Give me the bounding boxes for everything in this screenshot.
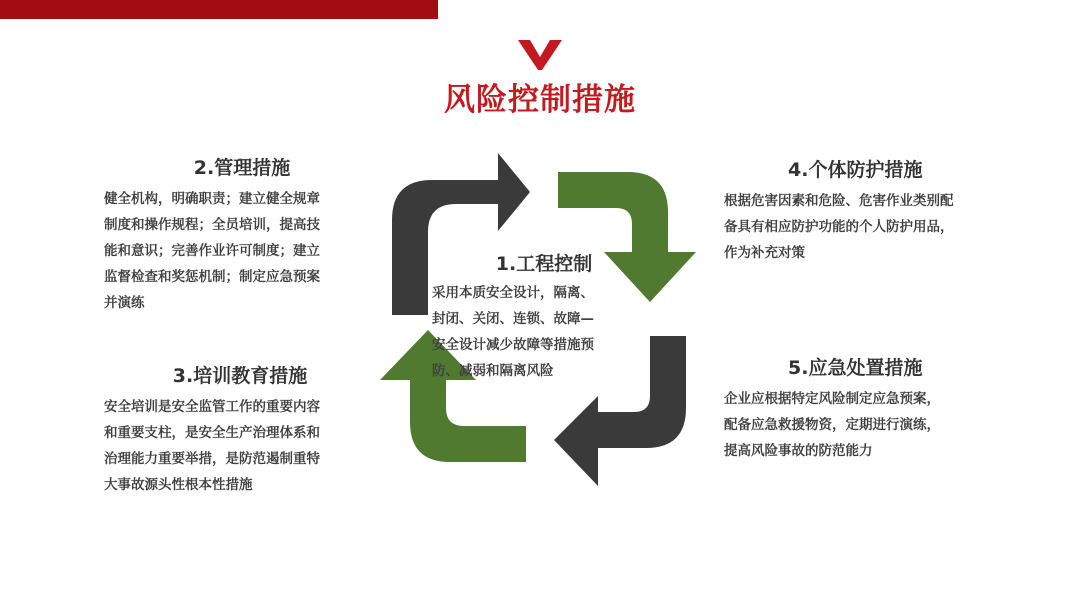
block-body (432, 280, 656, 384)
block-title: 3.培训教育措施 (172, 365, 308, 387)
block-body (724, 188, 1014, 266)
block-title: 1.工程控制 (495, 253, 593, 275)
top-accent-bar (0, 0, 438, 19)
block-body (724, 386, 1014, 464)
block-training-education (104, 364, 376, 498)
block-title: 4.个体防护措施 (788, 159, 923, 181)
body-line: 治理能力重要举措，是防范遏制重特 (104, 451, 320, 467)
body-line: 根据危害因素和危险、危害作业类别配 (724, 193, 954, 209)
body-line: 和重要支柱，是安全生产治理体系和 (104, 425, 320, 441)
body-line: 配备应急救援物资，定期进行演练， (724, 417, 940, 433)
body-line: 提高风险事故的防范能力 (724, 443, 873, 459)
body-line: 采用本质安全设计，隔离、 (432, 285, 594, 301)
page-title: 风险控制措施 (444, 82, 636, 118)
body-line: 企业应根据特定风险制定应急预案， (724, 391, 940, 407)
block-title: 2.管理措施 (193, 157, 291, 179)
block-body (104, 186, 380, 316)
body-line: 安全设计减少故障等措施预 (432, 337, 594, 353)
red-v-chevron-icon (518, 40, 562, 70)
body-line: 监督检查和奖惩机制；制定应急预案 (104, 269, 320, 285)
body-line: 制度和操作规程；全员培训，提高技 (104, 217, 320, 233)
block-personal-protection (724, 158, 1014, 266)
body-line: 健全机构，明确职责；建立健全规章 (104, 191, 320, 207)
body-line: 并演练 (104, 295, 145, 311)
body-line: 封闭、关闭、连锁、故障— (432, 311, 594, 327)
body-line: 安全培训是安全监管工作的重要内容 (104, 399, 320, 415)
body-line: 备具有相应防护功能的个人防护用品， (724, 219, 954, 235)
block-management-measures (104, 156, 380, 316)
block-body (104, 394, 376, 498)
block-engineering-control (432, 252, 656, 384)
body-line: 大事故源头性根本性措施 (104, 477, 253, 493)
body-line: 能和意识；完善作业许可制度；建立 (104, 243, 320, 259)
body-line: 防、减弱和隔离风险 (432, 363, 554, 379)
body-line: 作为补充对策 (724, 245, 805, 261)
block-title: 5.应急处置措施 (788, 357, 923, 379)
block-emergency-response (724, 356, 1014, 464)
